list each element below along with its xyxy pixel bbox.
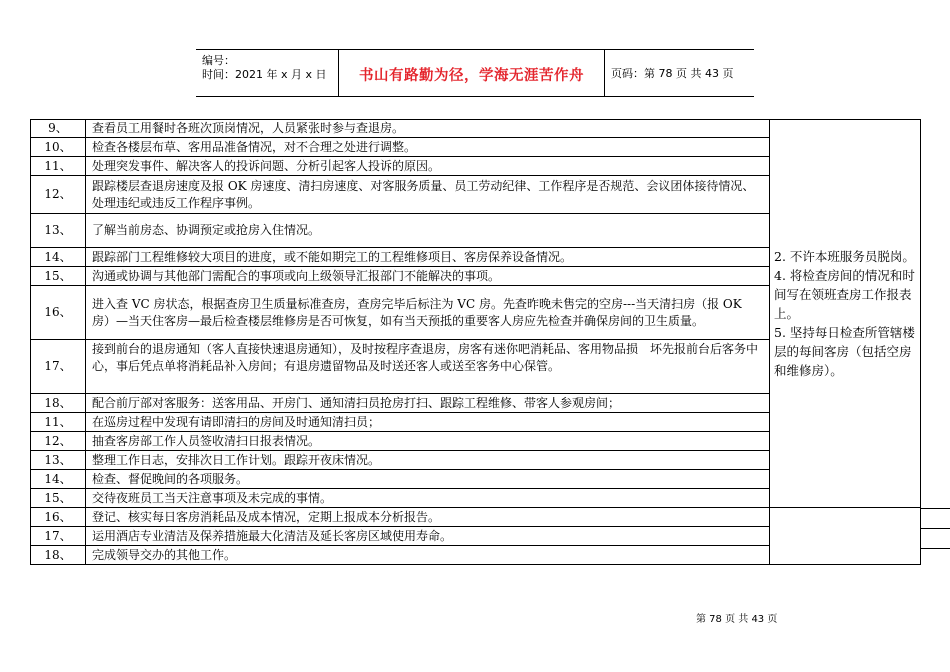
header-page-label: 页码：第 78 页 共 43 页 [611,67,734,80]
row-text: 配合前厅部对客服务：送客用品、开房门、通知清扫员抢房打扫、跟踪工程维修、带客人参观房间； [86,394,770,413]
side-note: 4. 将检查房间的情况和时间写在领班查房工作报表上。 [774,268,915,321]
row-text: 了解当前房态、协调预定或抢房入住情况。 [86,214,770,248]
page-footer: 第 78 页 共 43 页 [696,614,778,625]
row-text: 整理工作日志，安排次日工作计划。跟踪开夜床情况。 [86,451,770,470]
side-empty-cell [770,508,921,565]
doc-code-label: 编号： [202,54,235,67]
row-number: 17、 [31,527,86,546]
row-number: 11、 [31,157,86,176]
header-motto-cell [339,50,605,96]
row-text: 进入查 VC 房状态，根据查房卫生质量标准查房，查房完毕后标注为 VC 房。先查昨晚未售完的空房---当天清扫房（报 OK 房）—当天住客房—最后检查楼层维修房是否可恢复，如有当天预抵的重要客人房应先检查并确保房间的卫生质量。 [86,286,770,340]
side-note: 2. 不许本班服务员脱岗。 [774,249,915,264]
row-number: 18、 [31,546,86,565]
row-text: 跟踪部门工程维修较大项目的进度，或不能如期完工的工程维修项目、客房保养设备情况。 [86,248,770,267]
row-text: 检查、督促晚间的各项服务。 [86,470,770,489]
row-text: 处理突发事件、解决客人的投诉问题、分析引起客人投诉的原因。 [86,157,770,176]
row-number: 12、 [31,432,86,451]
row-number: 17、 [31,340,86,394]
row-number: 12、 [31,176,86,214]
row-number: 15、 [31,489,86,508]
header-page-cell [605,50,754,96]
row-text: 交待夜班员工当天注意事项及未完成的事情。 [86,489,770,508]
table-row [31,508,921,527]
doc-time-label: 时间：2021 年 x 月 x 日 [202,68,327,81]
table-row [31,120,921,138]
row-number: 16、 [31,508,86,527]
row-number: 10、 [31,138,86,157]
row-text: 检查各楼层布草、客用品准备情况，对不合理之处进行调整。 [86,138,770,157]
row-number: 11、 [31,413,86,432]
table-edge-cell [920,508,950,529]
row-text: 接到前台的退房通知（客人直接快速退房通知），及时按程序查退房，房客有迷你吧消耗品、客用物品损 坏先报前台后客务中心，事后凭点单将消耗品补入房间；有退房遗留物品及时送还客人或送至客务中心保管。 [86,340,770,394]
row-number: 9、 [31,120,86,138]
table-edge-cell [920,528,950,549]
row-number: 13、 [31,214,86,248]
row-text: 完成领导交办的其他工作。 [86,546,770,565]
page-header [196,49,754,97]
row-number: 14、 [31,470,86,489]
side-notes-cell [770,120,921,508]
row-text: 抽查客房部工作人员签收清扫日报表情况。 [86,432,770,451]
row-number: 18、 [31,394,86,413]
row-number: 15、 [31,267,86,286]
row-text: 查看员工用餐时各班次顶岗情况，人员紧张时参与查退房。 [86,120,770,138]
row-number: 16、 [31,286,86,340]
row-text: 跟踪楼层查退房速度及报 OK 房速度、清扫房速度、对客服务质量、员工劳动纪律、工作程序是否规范、会议团体接待情况、处理违纪或违反工作程序事例。 [86,176,770,214]
side-note: 5. 坚持每日检查所管辖楼层的每间客房（包括空房和维修房）。 [774,325,915,378]
row-text: 登记、核实每日客房消耗品及成本情况，定期上报成本分析报告。 [86,508,770,527]
duty-table [30,119,921,565]
header-motto: 书山有路勤为径，学海无涯苦作舟 [359,68,584,84]
row-number: 14、 [31,248,86,267]
row-text: 在巡房过程中发现有请即清扫的房间及时通知清扫员； [86,413,770,432]
row-number: 13、 [31,451,86,470]
row-text: 沟通或协调与其他部门需配合的事项或向上级领导汇报部门不能解决的事项。 [86,267,770,286]
row-text: 运用酒店专业清洁及保养措施最大化清洁及延长客房区域使用寿命。 [86,527,770,546]
header-meta-cell [196,50,339,96]
